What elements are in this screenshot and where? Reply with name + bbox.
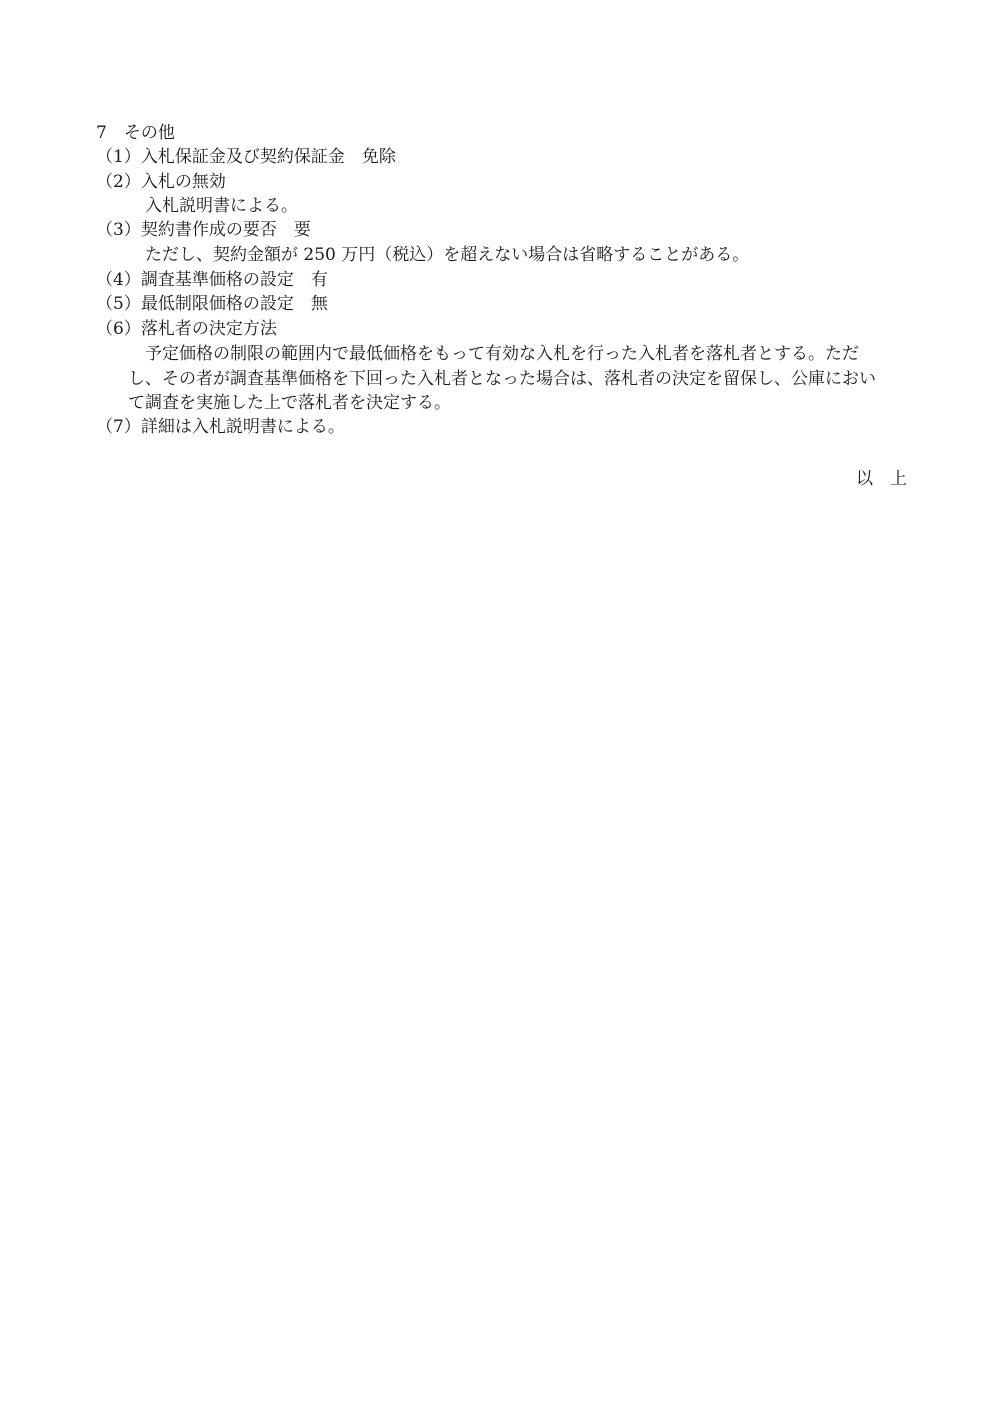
paragraph-line-2: し、その者が調査基準価格を下回った入札者となった場合は、落札者の決定を留保し、公庫におい xyxy=(128,368,876,389)
section-title: 7 その他 xyxy=(96,123,175,143)
item-7-label: （7）詳細は入札説明書による。 xyxy=(96,417,345,437)
item-6-paragraph xyxy=(128,342,918,416)
item-2-label: （2）入札の無効 xyxy=(96,172,226,192)
paragraph-line-3: て調査を実施した上で落札者を決定する。 xyxy=(128,393,451,413)
item-3-detail: ただし、契約金額が 250 万円（税込）を超えない場合は省略することがある。 xyxy=(145,245,750,265)
closing-mark: 以 上 xyxy=(856,469,907,489)
item-5-label: （5）最低制限価格の設定 無 xyxy=(96,294,328,314)
item-3-label: （3）契約書作成の要否 要 xyxy=(96,220,311,240)
item-6-label: （6）落札者の決定方法 xyxy=(96,319,277,339)
item-2-detail: 入札説明書による。 xyxy=(145,196,298,216)
item-1-label: （1）入札保証金及び契約保証金 免除 xyxy=(96,147,396,167)
item-4-label: （4）調査基準価格の設定 有 xyxy=(96,270,328,290)
paragraph-line-1: 予定価格の制限の範囲内で最低価格をもって有効な入札を行った入札者を落札者とする。ただ xyxy=(145,344,859,364)
